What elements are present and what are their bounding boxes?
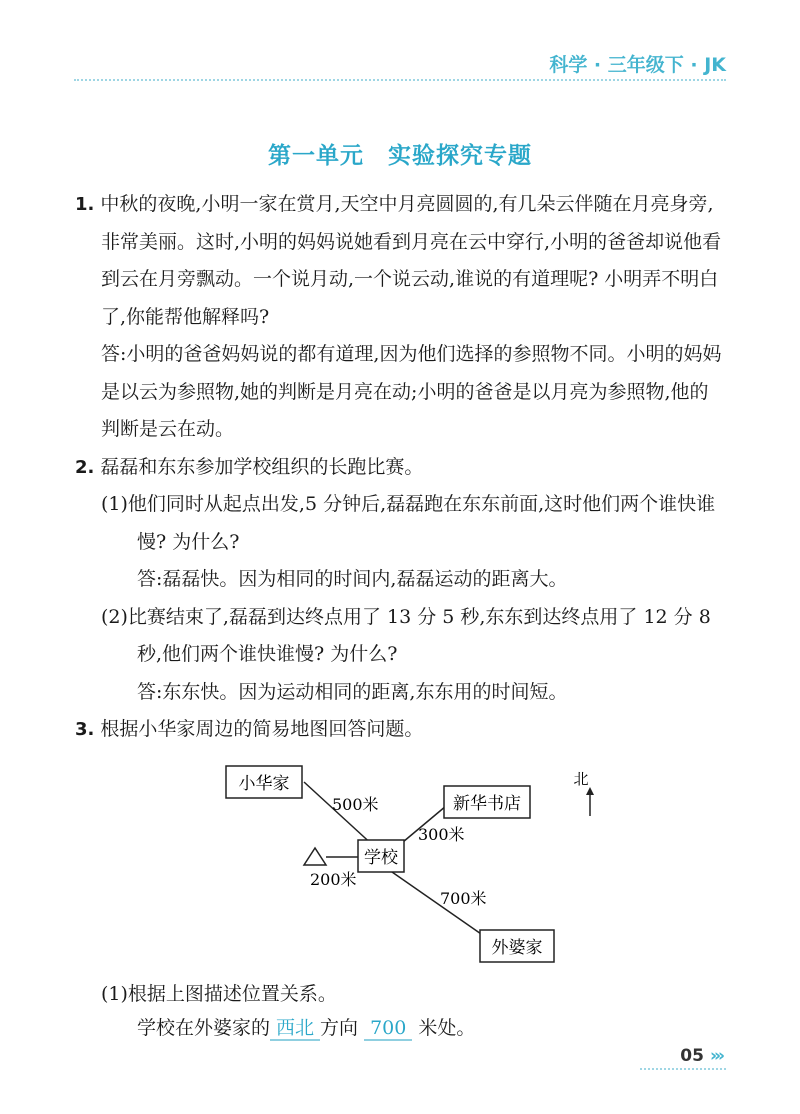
sub-text: 比赛结束了,磊磊到达终点用了 13 分 5 秒,东东到达终点用了 12 分 8 秒,他们两个谁快谁慢? 为什么?	[127, 605, 711, 665]
sub-text: 他们同时从起点出发,5 分钟后,磊磊跑在东东前面,这时他们两个谁快谁慢? 为什么?	[127, 493, 716, 553]
question-1-number: 1.	[75, 194, 95, 215]
question-1	[75, 186, 725, 336]
question-2	[75, 449, 725, 487]
fill-blank-distance[interactable]: 700	[364, 1017, 412, 1041]
question-3-sub-1-text	[75, 976, 725, 1014]
fill-in-answer	[75, 1010, 725, 1047]
page-number	[680, 1046, 722, 1066]
sub-text: 根据上图描述位置关系。	[127, 983, 337, 1005]
distance-bookstore-label: 300米	[418, 825, 465, 844]
fill-suffix: 米处。	[418, 1017, 476, 1039]
sub-label: (1)	[101, 493, 128, 515]
question-2-sub-1	[75, 486, 725, 561]
distance-triangle-label: 200米	[310, 870, 357, 889]
question-1-answer: 答:小明的爸爸妈妈说的都有道理,因为他们选择的参照物不同。小明的妈妈是以云为参照物,她的判断是月亮在动;小明的爸爸是以月亮为参照物,他的判断是云在动。	[101, 343, 722, 440]
school-label: 学校	[364, 848, 398, 868]
distance-grandma-label: 700米	[440, 889, 487, 908]
triangle-landmark-icon	[304, 848, 326, 865]
xiaohua-home-label: 小华家	[238, 774, 290, 794]
question-2-sub-2-answer: 答:东东快。因为运动相同的距离,东东用的时间短。	[137, 680, 568, 703]
question-2-sub-2	[75, 599, 725, 674]
distance-home-label: 500米	[332, 795, 379, 814]
question-content	[75, 186, 725, 749]
sub-label: (2)	[101, 605, 128, 628]
question-1-text: 中秋的夜晚,小明一家在赏月,天空中月亮圆圆的,有几朵云伴随在月亮身旁,非常美丽。这时,小明的妈妈说她看到月亮在云中穿行,小明的爸爸却说他看到云在月旁飘动。一个说月动,一个说云动,谁说的有道理呢? 小明弄不明白了,你能帮他解释吗?	[100, 193, 722, 328]
question-3	[75, 711, 725, 749]
question-3-sub-1	[75, 976, 725, 1014]
header-subject: 科学 · 三年级下 · JK	[549, 54, 726, 76]
question-2-text: 磊磊和东东参加学校组织的长跑比赛。	[100, 455, 424, 478]
fill-prefix: 学校在外婆家的	[137, 1017, 271, 1039]
question-2-number: 2.	[75, 456, 95, 478]
header-divider	[74, 79, 726, 81]
grandma-home-label: 外婆家	[491, 938, 543, 958]
question-2-sub-1-answer: 答:磊磊快。因为相同的时间内,磊磊运动的距离大。	[137, 568, 568, 590]
fill-mid: 方向	[320, 1017, 359, 1039]
page-arrows-icon: ›››	[709, 1046, 722, 1066]
north-arrowhead-icon	[586, 787, 594, 795]
page-number-value: 05	[680, 1046, 704, 1066]
question-3-number: 3.	[75, 719, 95, 740]
road-home-school	[304, 782, 376, 848]
unit-title: 第一单元 实验探究专题	[268, 143, 532, 169]
bookstore-label: 新华书店	[453, 794, 521, 814]
fill-blank-direction[interactable]: 西北	[270, 1017, 320, 1041]
north-label: 北	[573, 770, 589, 788]
question-3-text: 根据小华家周边的简易地图回答问题。	[100, 718, 424, 740]
map-diagram	[200, 758, 640, 972]
map-svg	[200, 758, 640, 972]
footer-divider	[640, 1068, 726, 1070]
sub-label: (1)	[101, 983, 128, 1005]
